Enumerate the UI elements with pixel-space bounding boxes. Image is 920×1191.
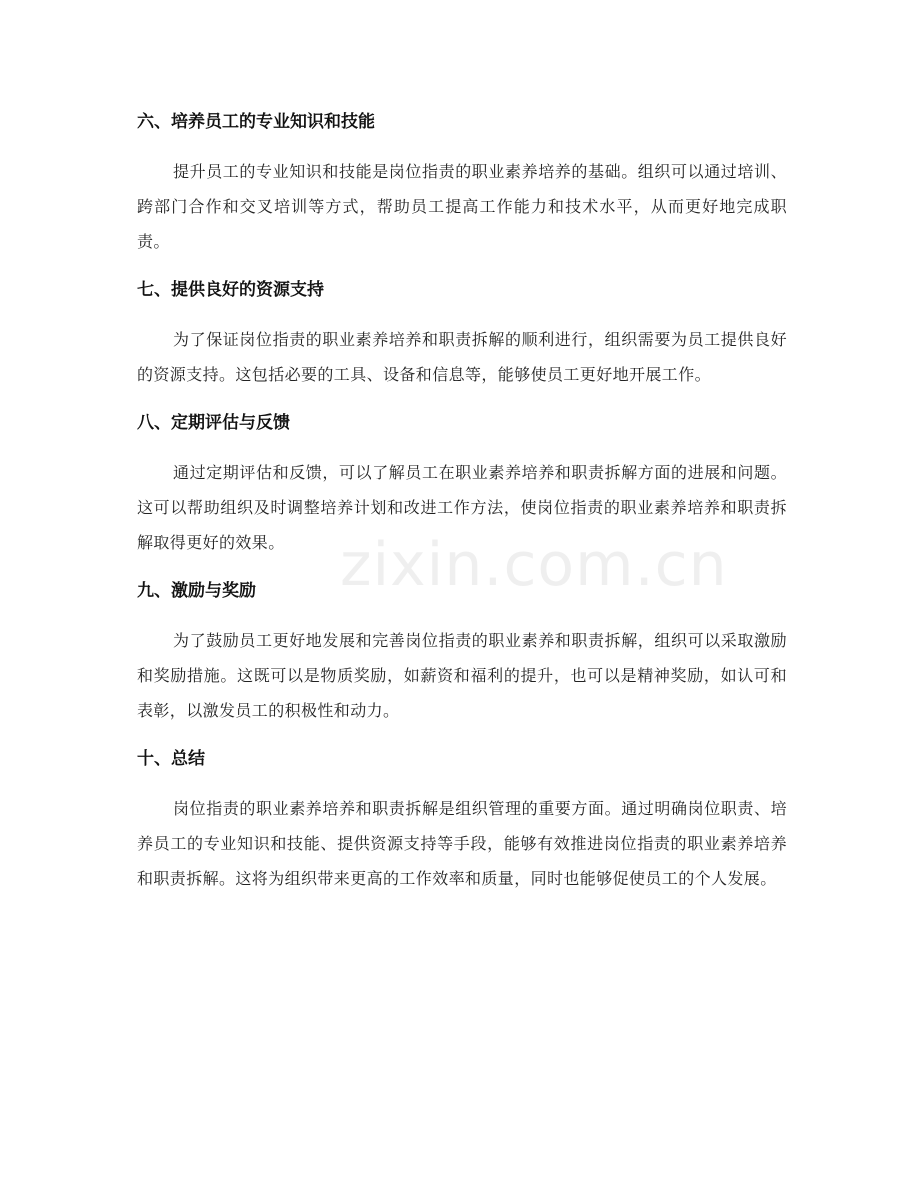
section-heading-9: 九、激励与奖励 [137, 581, 256, 601]
section-heading-6: 六、培养员工的专业知识和技能 [137, 112, 375, 132]
watermark: zixin.com.cn [340, 530, 728, 600]
section-heading-7: 七、提供良好的资源支持 [137, 280, 324, 300]
section-body-8: 通过定期评估和反馈，可以了解员工在职业素养培养和职责拆解方面的进展和问题。这可以帮助组织及时调整培养计划和改进工作方法，使岗位指责的职业素养培养和职责拆解取得更好的效果。 [137, 463, 787, 552]
section-body-6: 提升员工的专业知识和技能是岗位指责的职业素养培养的基础。组织可以通过培训、跨部门合作和交叉培训等方式，帮助员工提高工作能力和技术水平，从而更好地完成职责。 [137, 162, 787, 251]
section-body-9: 为了鼓励员工更好地发展和完善岗位指责的职业素养和职责拆解，组织可以采取激励和奖励措施。这既可以是物质奖励，如薪资和福利的提升，也可以是精神奖励，如认可和表彰，以激发员工的积极性和动力。 [137, 631, 787, 720]
document-content [137, 104, 787, 909]
section-heading-8: 八、定期评估与反馈 [137, 413, 290, 433]
section-body-10: 岗位指责的职业素养培养和职责拆解是组织管理的重要方面。通过明确岗位职责、培养员工的专业知识和技能、提供资源支持等手段，能够有效推进岗位指责的职业素养培养和职责拆解。这将为组织带来更高的工作效率和质量，同时也能够促使员工的个人发展。 [137, 799, 787, 888]
section-body-7: 为了保证岗位指责的职业素养培养和职责拆解的顺利进行，组织需要为员工提供良好的资源支持。这包括必要的工具、设备和信息等，能够使员工更好地开展工作。 [137, 330, 787, 384]
section-heading-10: 十、总结 [137, 749, 205, 769]
